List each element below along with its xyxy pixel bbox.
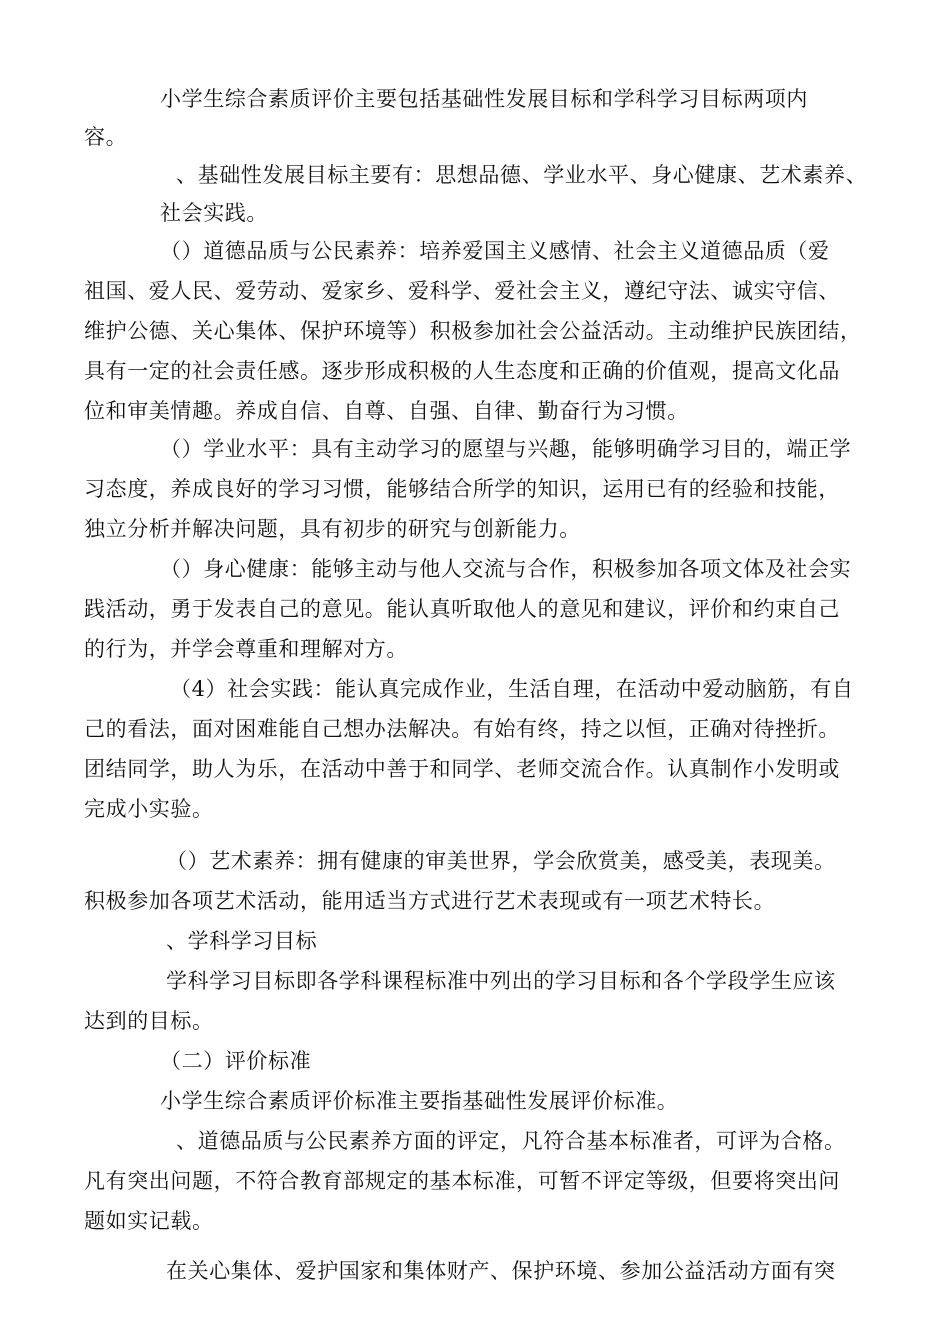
paragraph-line: （）艺术素养：拥有健康的审美世界，学会欣赏美，感受美，表现美。 [166,849,836,873]
paragraph-line: 学科学习目标即各学科课程标准中列出的学习目标和各个学段学生应该 [166,969,836,993]
paragraph-line: （）身心健康：能够主动与他人交流与合作，积极参加各项文体及社会实 [160,557,852,581]
paragraph-line: 社会实践。 [160,201,268,225]
paragraph-line: 祖国、爱人民、爱劳动、爱家乡、爱科学、爱社会主义，遵纪守法、诚实守信、 [84,279,840,303]
section-heading: （二）评价标准 [160,1049,312,1073]
paragraph-line: 习态度，养成良好的学习习惯，能够结合所学的知识，运用已有的经验和技能， [84,477,840,501]
paragraph-line: 团结同学，助人为乐，在活动中善于和同学、老师交流合作。认真制作小发明或 [84,757,840,781]
section-heading: 、基础性发展目标主要有：思想品德、学业水平、身心健康、艺术素养、 [176,163,868,187]
paragraph-line: 容。 [84,125,128,149]
paragraph-line: 独立分析并解决问题，具有初步的研究与创新能力。 [84,517,581,541]
paragraph-line: 积极参加各项艺术活动，能用适当方式进行艺术表现或有一项艺术特长。 [84,889,776,913]
paragraph-line: 在关心集体、爱护国家和集体财产、保护环境、参加公益活动方面有突 [166,1259,836,1283]
paragraph-line: 、道德品质与公民素养方面的评定，凡符合基本标准者，可评为合格。 [176,1129,846,1153]
paragraph-line: 凡有突出问题，不符合教育部规定的基本标准，可暂不评定等级，但要将突出问 [84,1169,840,1193]
paragraph-line: 践活动，勇于发表自己的意见。能认真听取他人的意见和建议，评价和约束自己 [84,597,840,621]
paragraph-line: 位和审美情趣。养成自信、自尊、自强、自律、勤奋行为习惯。 [84,399,689,423]
paragraph-line: 小学生综合素质评价标准主要指基础性发展评价标准。 [160,1089,679,1113]
paragraph-line: 己的看法，面对困难能自己想办法解决。有始有终，持之以恒，正确对待挫折。 [84,717,840,741]
section-heading: 、学科学习目标 [166,929,318,953]
paragraph-line: 具有一定的社会责任感。逐步形成积极的人生态度和正确的价值观，提高文化品 [84,359,840,383]
paragraph-line: 小学生综合素质评价主要包括基础性发展目标和学科学习目标两项内 [160,87,808,111]
paragraph-line: 维护公德、关心集体、保护环境等）积极参加社会公益活动。主动维护民族团结， [84,319,862,343]
paragraph-line: 达到的目标。 [84,1009,214,1033]
paragraph-line: （4）社会实践：能认真完成作业，生活自理，在活动中爱动脑筋，有自 [170,677,854,701]
paragraph-line: 的行为，并学会尊重和理解对方。 [84,637,408,661]
paragraph-line: （）道德品质与公民素养：培养爱国主义感情、社会主义道德品质（爱 [160,239,830,263]
paragraph-line: 题如实记载。 [84,1209,214,1233]
paragraph-line: 完成小实验。 [84,797,214,821]
paragraph-line: （）学业水平：具有主动学习的愿望与兴趣，能够明确学习目的，端正学 [160,437,852,461]
